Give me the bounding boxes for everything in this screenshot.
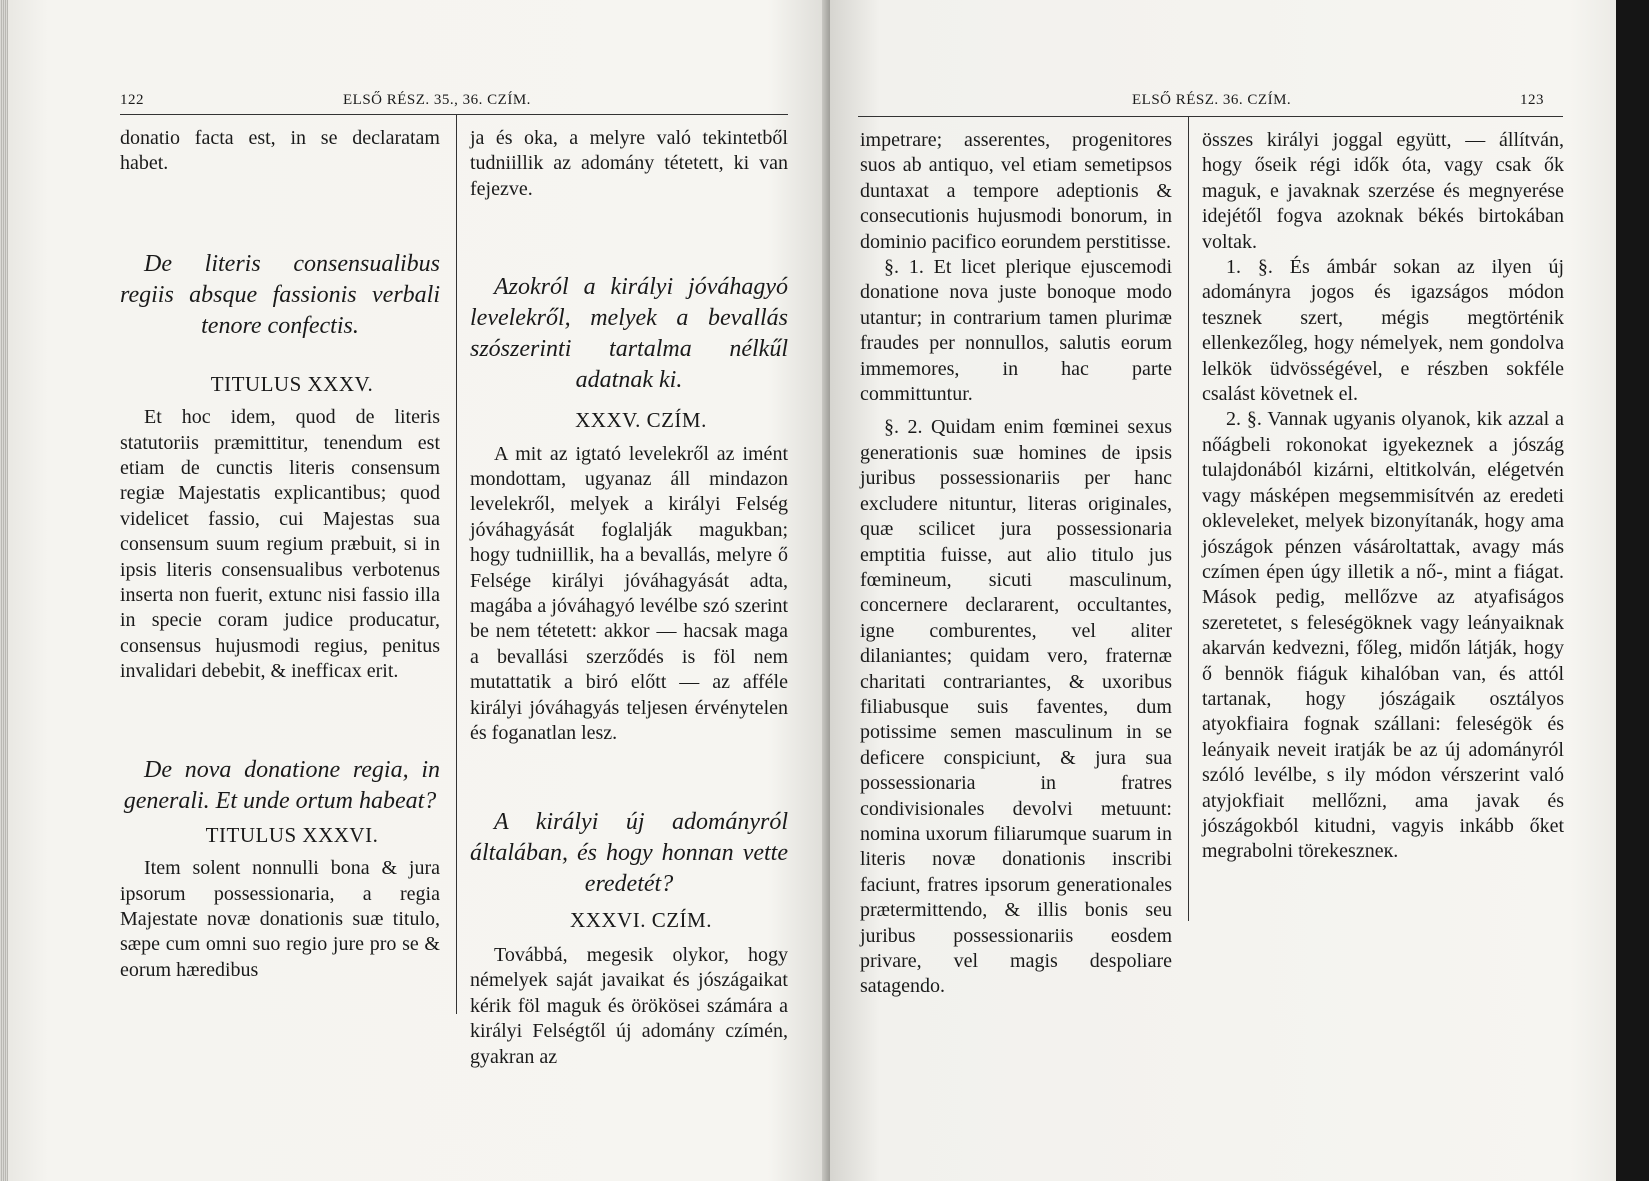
titulus-35: TITULUS XXXV.: [210, 371, 374, 396]
latin-para-0: impetrare; asserentes, progenitores suos ab antiquo, vel etiam semetipsos duntaxat a tempore adeptionis & consecutionis hujusmodi bonorum, in dominio pacifico eorundem perstitisse.: [860, 129, 1172, 253]
header-rule: [120, 114, 788, 115]
right-page: [830, 0, 1616, 1181]
hungarian-para-2: 2. §. Vannak ugyanis olyanok, kik azzal a nőágbeli rokonokat igyekeznek a jószág tulajdonából kizárni, eltitkolván, elégetvén vagy másképen megsemmisítvén az eredeti okleveleket, melyek bizonyítanák, hogy ama jószágok pénzen vásároltattak, avagy más czímen épen úgy illetik a nő-, mint a fiágat. Mások pedig, mellőzve az atyafiságos szeretetet, s feleségöknek vagy leányaiknak akarván kedvezni, főleg, midőn látják, hogy ő bennök fiáguk kihalóban van, és attól tartanak, hogy jószágaik osztályos atyokfiaira fognak szállani: feleségök és leányaik neveit iratják be az új adományról szóló levélbe, s ily módon vérszerint való atyjokfiait mellőzni, ama javak és jószágokból kitudni, vagyis inkább őket megrabolni törekeszneк.: [1202, 408, 1564, 863]
hungarian-continuation: ja és oka, a melyre való tekintetből tudniillik az adomány tétetett, ki van fejezve.: [470, 127, 788, 200]
latin-continuation: donatio facta est, in se declaratam habet.: [120, 127, 440, 175]
czim-36: XXXVI. CZÍM.: [570, 907, 712, 932]
latin-para-2: §. 2. Quidam enim fœminei sexus generationis suæ homines de ipsis juribus possessionariis per hanc excludere nituntur, literas originales, quæ scilicet jura possessionaria emptitia fuisse, aut alio titulo jus fœmineum, sicuti masculinum, concernere declararent, occultantes, igne comburentes, vel aliter dilaniantes; quidam vero, fraternæ charitati contrariantes, & uxoribus filiabusque suis faventes, dum potissime semen masculinum in se deficere conspiciunt, & jura sua possessionaria in fratres condivisionales devolvi metuunt: nomina uxorum filiarumque suarum in literis novæ donationis inscribi faciunt, fratres ipsorum generationales prætermittendo, & illis bonis seu juribus possessionariis eosdem privare, vel magis despoliare satagendo.: [860, 416, 1172, 998]
czim-35: XXXV. CZÍM.: [575, 408, 707, 433]
latin-text-36: Item solent nonnulli bona & jura ipsorum possessionaria, a regia Majestate novæ donationis suæ titulo, sæpe cum omni suo regio jure pro se & eorum hæredibus: [120, 857, 440, 981]
hungarian-para-1: 1. §. És ámbár sokan az ilyen új adományra jogos és igazságos módon tesznek szert, mégis megtörténik ellenkezőleg, hogy némelyek, nem gondolva lelkök üdvösségével, e részben sokféle csalást követnek el.: [1202, 256, 1564, 406]
left-page-number: 122: [120, 92, 144, 108]
header-rule: [858, 116, 1563, 117]
latin-text-35: Et hoc idem, quod de literis statutoriis præmittitur, tenendum est etiam de cunctis literis consensum regiæ Majestatis explicantibus; quod videlicet fassio, cui Majestas sua consensum suum regium præbuit, si in ipsis literis consensualibus verbotenus inserta non fuerit, extunc nisi fassio illa in specie coram judice producatur, consensus hujusmodi regius, penitus invalidari debebit, & inefficax erit.: [120, 406, 440, 683]
latin-rubric-35: De literis consensualibus regiis absque fassionis verbali tenore confectis.: [120, 250, 440, 339]
page-edges: [0, 0, 8, 1181]
hungarian-para-0: összes királyi joggal együtt, — állítván, hogy őseik régi idők óta, vagy csak ők maguk, e javaknak szerzése és megnyerése idejétől fogva azoknak békés birtokában voltak.: [1202, 129, 1564, 253]
right-hungarian-column: [1202, 128, 1564, 865]
column-divider: [456, 114, 457, 1014]
left-latin-column: [120, 126, 440, 983]
right-latin-column: [860, 128, 1172, 1000]
column-divider: [1188, 116, 1189, 921]
hungarian-text-36: Továbbá, megesik olykor, hogy némelyek saját javaikat és jószágaikat kérik föl maguk és örökösei számára a királyi Felségtől új adomány czímén, gyakran az: [470, 943, 788, 1068]
hungarian-text-35: A mit az igtató levelekről az imént mondottam, ugyanaz áll mindazon levelekről, melyek a királyi Felség jóváhagyását foglalják magukban; hogy tudniillik, ha a bevallás, melyre ő Felsége királyi jóváhagyását adta, magába a jóváhagyó levélbe szó szerint be nem tétetett: akkor — hacsak maga a bevallási szerződés is föl nem mutattatik a biró előtt — az afféle királyi jóváhagyás teljesen érvénytelen és foganatlan lesz.: [470, 442, 788, 745]
hungarian-rubric-35: Azokról a királyi jóváhagyó levelekről, melyek a bevallás szószerinti tartalma nélkűl adatnak ki.: [470, 274, 788, 394]
titulus-36: TITULUS XXXVI.: [205, 822, 379, 847]
scanner-background: [1616, 0, 1649, 1181]
right-page-number: 123: [1520, 92, 1544, 108]
left-running-head: ELSŐ RÉSZ. 35., 36. CZÍM.: [343, 92, 531, 108]
latin-para-1: §. 1. Et licet plerique ejuscemodi donatione nova juste bonoque modo utantur; in contrarium tamen plurimæ fraudes per nonnullos, salutis eorum immemores, in hac parte committuntur.: [860, 256, 1172, 406]
latin-rubric-36: De nova donatione regia, in generali. Et unde ortum habeat?: [123, 756, 440, 814]
left-page: [8, 0, 830, 1181]
right-running-head: ELSŐ RÉSZ. 36. CZÍM.: [1132, 92, 1292, 108]
left-hungarian-column: [470, 126, 788, 1070]
hungarian-rubric-36: A királyi új adományról általában, és hogy honnan vette eredetét?: [470, 808, 788, 897]
